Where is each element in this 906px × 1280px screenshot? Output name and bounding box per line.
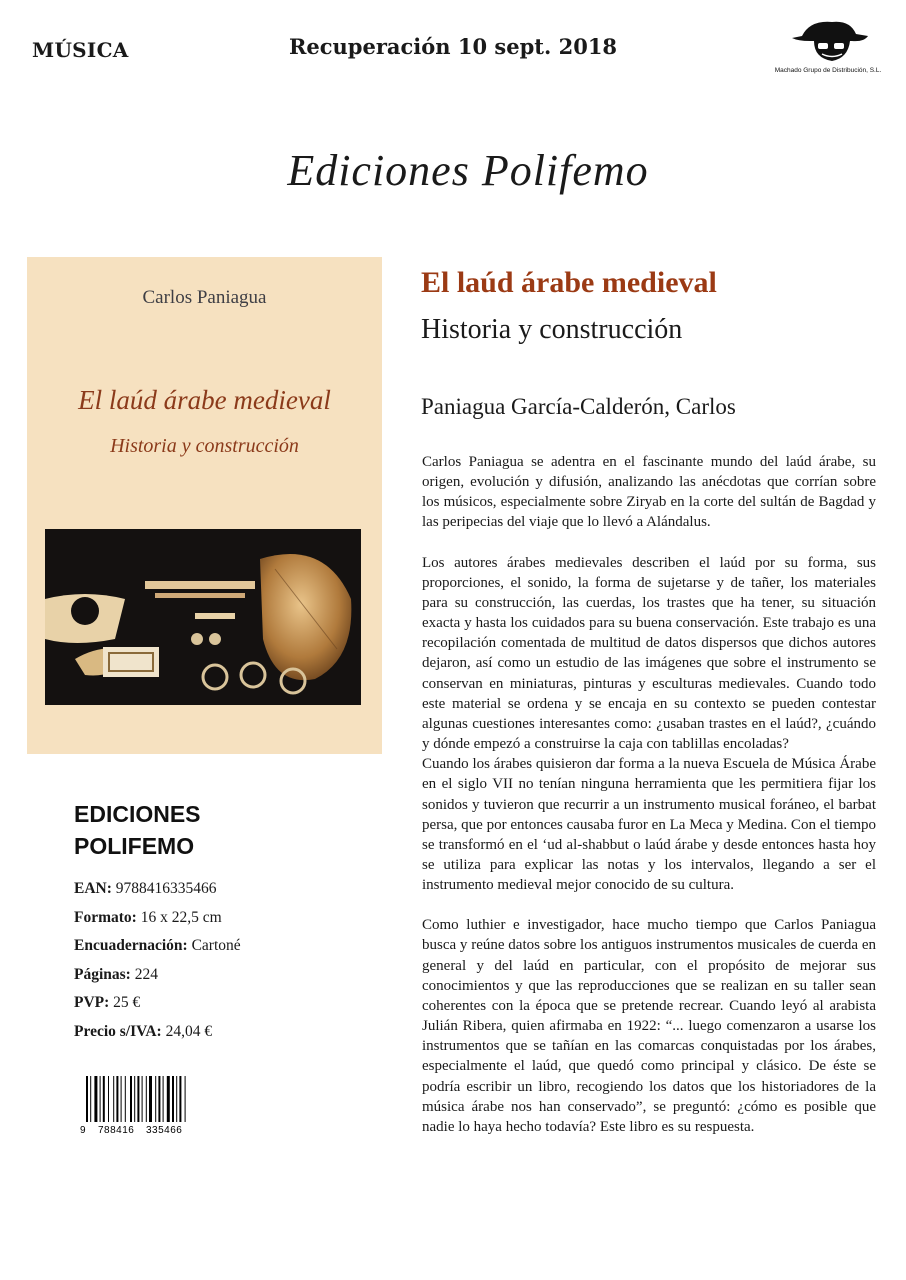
barcode-bar [100, 1076, 101, 1122]
spec-pvp [74, 989, 241, 1018]
spec-price-value: 24,04 € [165, 1022, 213, 1040]
spec-pages-label: Páginas: [74, 965, 131, 983]
spec-pages [74, 961, 241, 990]
spec-binding-value: Cartoné [191, 937, 241, 954]
barcode-bar [155, 1076, 156, 1122]
barcode-bar [103, 1076, 105, 1122]
cover-author: Carlos Paniagua [142, 287, 267, 308]
spec-ean-value: 9788416335466 [115, 880, 217, 897]
barcode-bar [179, 1076, 181, 1122]
description-paragraph-2: Los autores árabes medievales describen el laúd por su forma, sus proporciones, el sonido, la forma de sujetarse y de tañer, los materiales para su construcción, las cuerdas, los trastes que ha tener, su situación exacta y hasta los cuidados para su buena conservación. Este trabajo es una recopilación comentada de multitud de datos dispersos que dichos autores dejaron, así como un estudio de las imágenes que sobre el instrumento se conservan en miniaturas, pinturas y esculturas medievales. Cuando todo este material se ordena y se encaja en su contexto se pueden contestar algunas cuestiones interesantes como: ¿usaban trastes en el laúd?, ¿cuándo y dónde empezó a construirse la caja con tablillas encoladas? [422, 554, 876, 753]
barcode-bar [108, 1076, 109, 1122]
spec-ean-label: EAN: [74, 880, 112, 897]
spec-pvp-value: 25 € [113, 994, 141, 1011]
recovery-date: Recuperación 10 sept. 2018 [288, 34, 618, 59]
barcode-group-2: 335466 [146, 1125, 183, 1134]
barcode-bar [134, 1076, 135, 1122]
barcode-group-1: 788416 [98, 1125, 135, 1134]
barcode-bar [167, 1076, 170, 1122]
barcode-bar [86, 1076, 88, 1122]
spec-ean [74, 875, 241, 904]
barcode-bar [94, 1076, 97, 1122]
description-paragraph-3: Cuando los árabes quisieron dar forma a la nueva Escuela de Música Árabe en el siglo VII no tenían ninguna herramienta que les permitiera fijar los sonidos y tuvieron que recurrir a un instrumento musical foráneo, el barbat persa, que por entonces causaba furor en La Meca y Medina. Con el tiempo se transformó en el ‘ud al-shabbut o laúd árabe y desde entonces hasta hoy se utiliza para explicar las notas y los intervalos, llegando a ser el instrumento medieval mejor conocido de su cultura. [422, 756, 876, 894]
spec-format [74, 904, 241, 933]
spec-format-value: 16 x 22,5 cm [140, 908, 222, 926]
cover-photo [45, 529, 361, 705]
barcode-bar [130, 1076, 132, 1122]
spec-format-label: Formato: [74, 908, 137, 926]
book-specs [74, 875, 241, 1046]
barcode [80, 1076, 200, 1134]
cover-title: El laúd árabe medieval [78, 385, 331, 415]
spec-binding-label: Encuadernación: [74, 937, 188, 954]
barcode-bar [172, 1076, 174, 1122]
publisher-line-2: POLIFEMO [74, 833, 195, 859]
description-paragraph-1: Carlos Paniagua se adentra en el fascinante mundo del laúd árabe, su origen, evolución y difusión, analizando las anécdotas que corrían sobre los músicos, especialmente sobre Ziryab en la corte del sultán de Bagdad y las peripecias del viaje que lo llevó a Alándalus. [422, 454, 876, 531]
category-label: MÚSICA [32, 38, 129, 62]
barcode-bar [113, 1076, 114, 1122]
spec-pvp-label: PVP: [74, 994, 110, 1011]
barcode-bar [125, 1076, 126, 1122]
book-cover [27, 257, 382, 754]
barcode-bar [116, 1076, 118, 1122]
barcode-bar [137, 1076, 139, 1122]
spec-pages-value: 224 [134, 965, 158, 983]
publisher-name [74, 798, 201, 862]
publisher-banner: Ediciones Polifemo [287, 146, 649, 195]
distributor-name: Machado Grupo de Distribución, S.L. [774, 67, 882, 74]
description-paragraph-4: Como luthier e investigador, hace mucho tiempo que Carlos Paniagua busca y reúne datos sobre los antiguos instrumentos musicales de cuerda en general y del laúd en particular, con el propósito de mejorar sus conocimientos y que las reproducciones que se realizan en su taller sean coherentes con la época que se pretende recrear. Cuando leyó al arabista Julián Ribera, quien afirmaba en 1922: “... luego comenzaron a usarse los instrumentos que se tañían en las comarcas conquistadas por los árabes, especialmente el laúd, que quedó como principal y clásico. De éste se podría escribir un libro, recogiendo los datos que los historiadores de la música árabe nos han conservado”, se preguntó: ¿cómo es posible que nadie lo haya hecho todavía? Este libro es su respuesta. [422, 917, 876, 1135]
barcode-bar [176, 1076, 177, 1122]
spec-price-label: Precio s/IVA: [74, 1022, 162, 1040]
barcode-bar [185, 1076, 186, 1122]
barcode-bar [142, 1076, 143, 1122]
barcode-bar [90, 1076, 91, 1122]
barcode-bar [158, 1076, 160, 1122]
book-author: Paniagua García-Calderón, Carlos [421, 394, 736, 419]
book-title: El laúd árabe medieval [421, 266, 717, 299]
spec-binding [74, 932, 241, 961]
publisher-line-1: EDICIONES [74, 801, 201, 827]
barcode-bar [163, 1076, 164, 1122]
barcode-first-digit: 9 [80, 1125, 86, 1134]
cover-subtitle: Historia y construcción [110, 435, 299, 457]
barcode-bar [121, 1076, 122, 1122]
spec-price [74, 1018, 241, 1047]
book-description [422, 452, 876, 1137]
barcode-bar [146, 1076, 147, 1122]
book-subtitle: Historia y construcción [421, 314, 683, 345]
barcode-bar [149, 1076, 152, 1122]
